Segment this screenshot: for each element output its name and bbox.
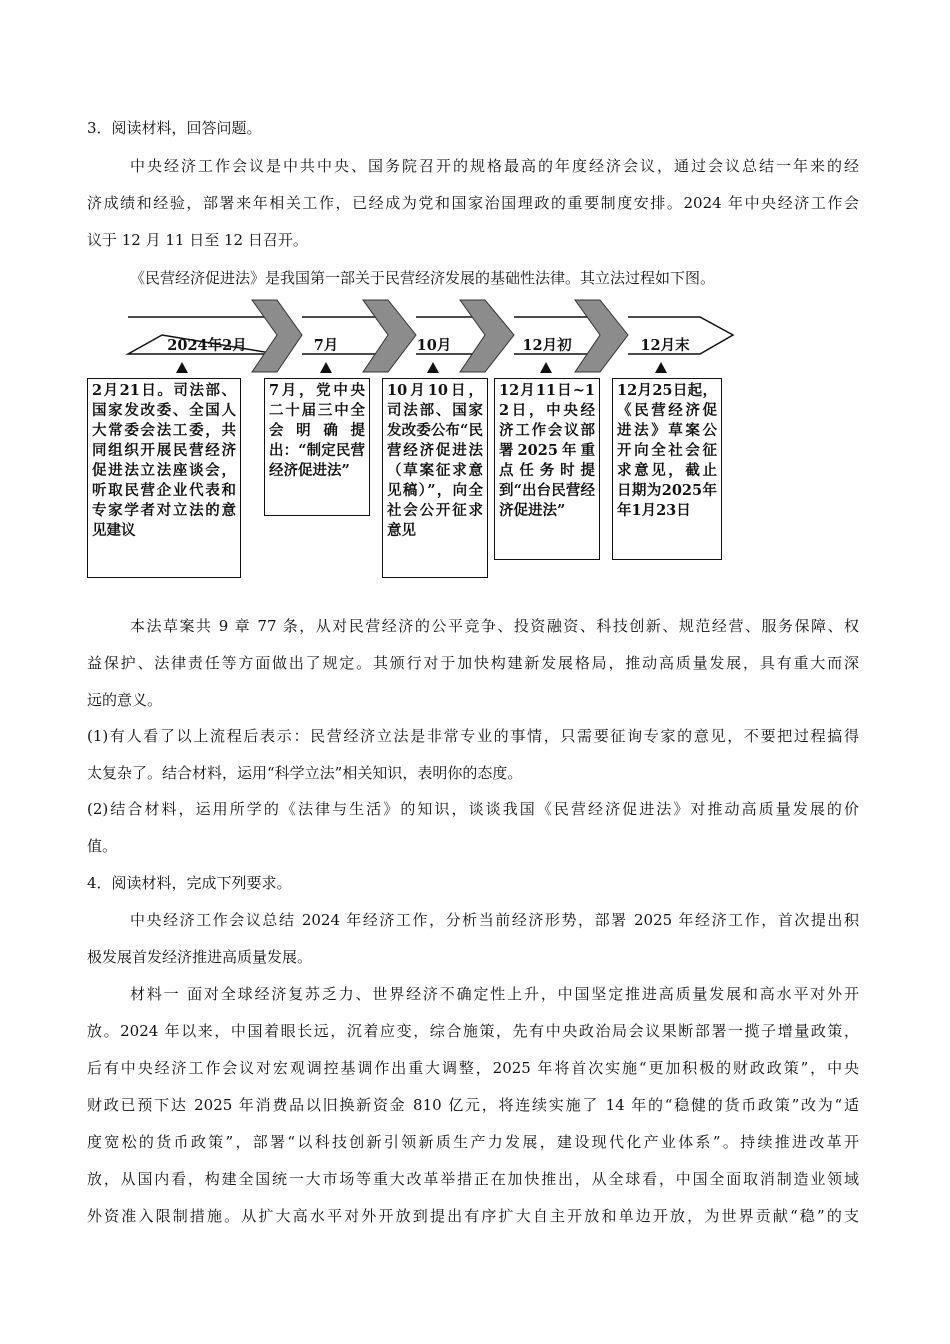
timeline-stage-5: 12月末 [640,337,690,354]
q3-p3-line1: 本法草案共 9 章 77 条，从对民营经济的公平竞争、投资融资、科技创新、规范经营、服务保障、权 [130,617,859,635]
q4-m1-line5: 度宽松的货币政策”，部署“以科技创新引领新质生产力发展，建设现代化产业体系”。持续推进改革开 [87,1133,859,1151]
q4-p1-line2: 极发展首发经济推进高质量发展。 [87,948,313,966]
timeline-stage-2: 7月 [313,337,339,354]
q3-p1-line1: 中央经济工作会议是中共中央、国务院召开的规格最高的年度经济会议，通过会议总结一年来的经 [130,157,859,175]
q3-p3-line2: 益保护、法律责任等方面做出了规定。其颁行对于加快构建新发展格局，推动高质量发展，具有重大而深 [87,654,859,672]
q3-sub1-line2: 太复杂了。结合材料，运用“科学立法”相关知识，表明你的态度。 [87,764,523,782]
q4-m1-line4: 财政已预下达 2025 年消费品以旧换新资金 810 亿元，将连续实施了 14 年的“稳健的货币政策”改为“适 [87,1096,859,1114]
legislation-timeline [80,288,780,588]
timeline-marker-3 [427,362,439,373]
q4-title: 4．阅读材料，完成下列要求。 [87,874,292,892]
timeline-stage-1: 2024年2月 [167,337,247,354]
q4-m1-line3: 后有中央经济工作会议对宏观调控基调作出重大调整，2025 年将首次实施“更加积极的财政政策”，中央 [87,1059,859,1077]
q3-p2: 《民营经济促进法》是我国第一部关于民营经济发展的基础性法律。其立法过程如下图。 [130,269,716,287]
timeline-stage-3: 10月 [416,337,452,354]
timeline-box-feb: 2月21日。司法部、国家发改委、全国人大常委会法工委，共同组织开展民营经济促进法立法座谈会，听取民营企业代表和专家学者对立法的意见建议 [87,378,241,578]
q3-sub2-line2: 值。 [87,837,118,855]
timeline-marker-4 [540,362,552,373]
q4-p1-line1: 中央经济工作会议总结 2024 年经济工作，分析当前经济形势，部署 2025 年经济工作，首次提出积 [130,911,859,929]
timeline-box-dec-early: 12月11日~12日，中央经济工作会议部署2025年重点任务时提到“出台民营经济促进法” [494,378,600,560]
q3-sub2-line1: (2)结合材料，运用所学的《法律与生活》的知识，谈谈我国《民营经济促进法》对推动高质量发展的价 [87,800,859,818]
q3-sub1-line1: (1)有人看了以上流程后表示：民营经济立法是非常专业的事情，只需要征询专家的意见，不要把过程搞得 [87,727,859,745]
q4-m1-line7: 外资准入限制措施。从扩大高水平对外开放到提出有序扩大自主开放和单边开放，为世界贡献“稳”的支 [87,1207,859,1225]
timeline-box-dec-late: 12月25日起，《民营经济促进法》草案公开向全社会征求意见，截止日期为2025年年1月23日 [612,378,722,560]
timeline-marker-2 [320,362,332,373]
timeline-box-oct: 10月10日，司法部、国家发改委公布“民营经济促进法（草案征求意见稿）”，向全社会公开征求意见 [382,378,488,578]
timeline-stage-4: 12月初 [522,337,572,354]
q3-title: 3．阅读材料，回答问题。 [87,119,262,137]
timeline-marker-5 [655,362,667,373]
q4-m1-line1: 材料一 面对全球经济复苏乏力、世界经济不确定性上升，中国坚定推进高质量发展和高水平对外开 [130,985,859,1003]
timeline-box-jul: 7月，党中央二十届三中全会明确提出：“制定民营经济促进法” [264,378,370,516]
q3-p1-line2: 济成绩和经验，部署来年相关工作，已经成为党和国家治国理政的重要制度安排。2024 年中央经济工作会 [87,194,859,212]
timeline-marker-1 [176,362,188,373]
q3-p3-line3: 远的意义。 [87,691,163,709]
q4-m1-line2: 放。2024 年以来，中国着眼长远，沉着应变，综合施策，先有中央政治局会议果断部署一揽子增量政策， [87,1022,859,1040]
q4-m1-line6: 放，从国内看，构建全国统一大市场等重大改革举措正在加快推出，从全球看，中国全面取消制造业领域 [87,1170,859,1188]
q3-p1-line3: 议于 12 月 11 日至 12 日召开。 [87,231,308,249]
